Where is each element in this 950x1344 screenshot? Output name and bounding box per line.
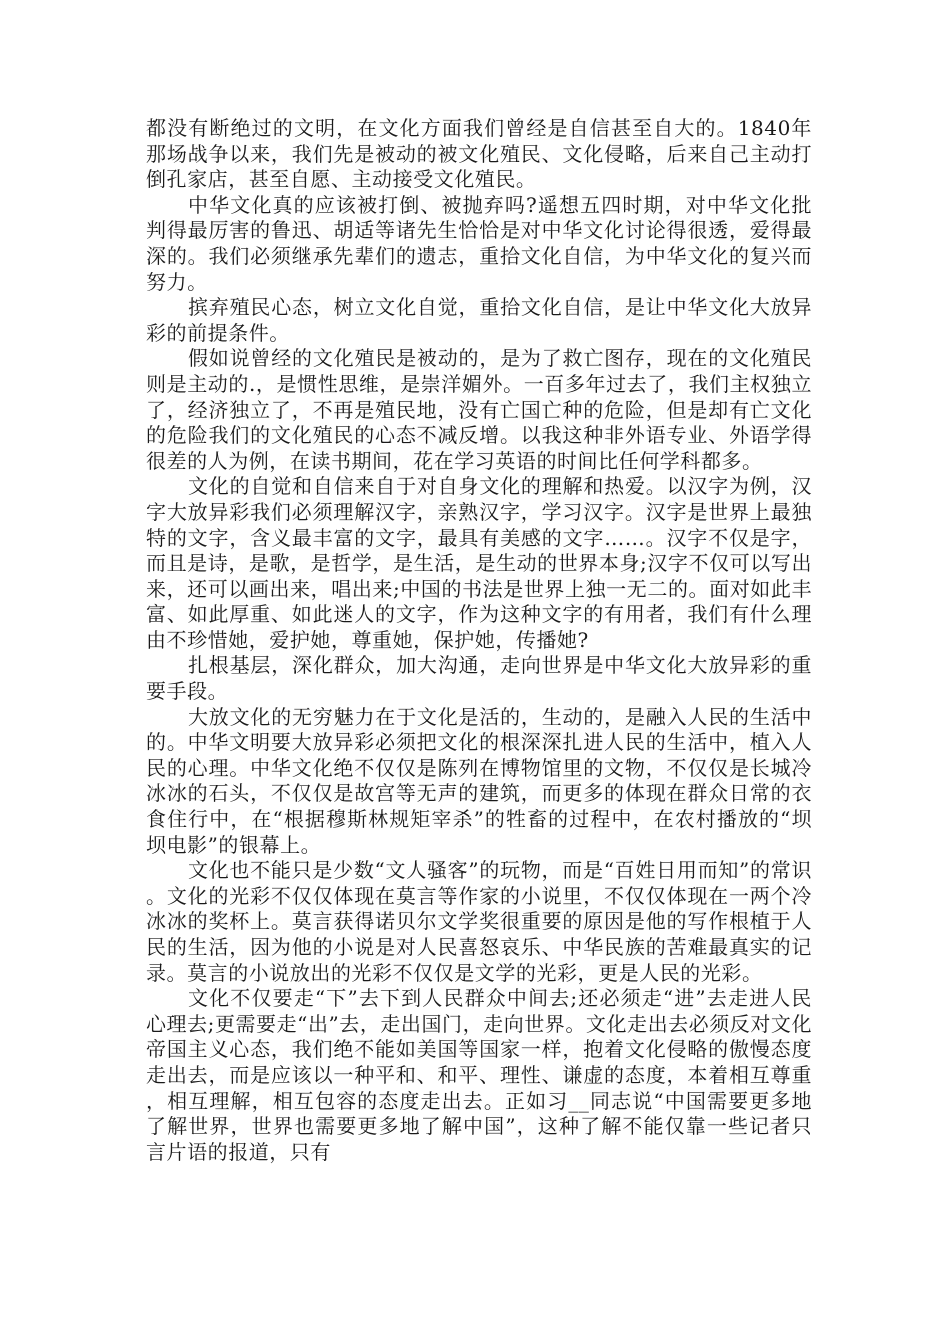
paragraph-7: 大放文化的无穷魅力在于文化是活的，生动的，是融入人民的生活中的。中华文明要大放异彩必须把文化的根深深扎进人民的生活中，植入人民的心理。中华文化绝不仅仅是陈列在博物馆里的文物，不仅仅是长城冷冰冰的石头，不仅仅是故宫等无声的建筑，而更多的体现在群众日常的衣食住行中，在“根据穆斯林规矩宰杀”的牲畜的过程中，在农村播放的“坝坝电影”的银幕上。: [146, 704, 812, 857]
paragraph-4: 假如说曾经的文化殖民是被动的，是为了救亡图存，现在的文化殖民则是主动的.，是惯性思维，是崇洋媚外。一百多年过去了，我们主权独立了，经济独立了，不再是殖民地，没有亡国亡种的危险，但是却有亡文化的危险我们的文化殖民的心态不减反增。以我这种非外语专业、外语学得很差的人为例，在读书期间，花在学习英语的时间比任何学科都多。: [146, 346, 812, 473]
paragraph-6: 扎根基层，深化群众，加大沟通，走向世界是中华文化大放异彩的重要手段。: [146, 653, 812, 704]
paragraph-1: 都没有断绝过的文明，在文化方面我们曾经是自信甚至自大的。1840年那场战争以来，我们先是被动的被文化殖民、文化侵略，后来自己主动打倒孔家店，甚至自愿、主动接受文化殖民。: [146, 116, 812, 192]
paragraph-9: 文化不仅要走“下”去下到人民群众中间去;还必须走“进”去走进人民心理去;更需要走“出”去，走出国门，走向世界。文化走出去必须反对文化帝国主义心态，我们绝不能如美国等国家一样，抱着文化侵略的傲慢态度走出去，而是应该以一种平和、和平、理性、谦虚的态度，本着相互尊重，相互理解，相互包容的态度走出去。正如习__同志说“中国需要更多地了解世界，世界也需要更多地了解中国”，这种了解不能仅靠一些记者只言片语的报道，只有: [146, 986, 812, 1164]
paragraph-2: 中华文化真的应该被打倒、被抛弃吗?遥想五四时期，对中华文化批判得最厉害的鲁迅、胡适等诸先生恰恰是对中华文化讨论得很透，爱得最深的。我们必须继承先辈们的遗志，重拾文化自信，为中华文化的复兴而努力。: [146, 192, 812, 294]
paragraph-5: 文化的自觉和自信来自于对自身文化的理解和热爱。以汉字为例，汉字大放异彩我们必须理解汉字，亲熟汉字，学习汉字。汉字是世界上最独特的文字，含义最丰富的文字，最具有美感的文字……。汉字不仅是字，而且是诗，是歌，是哲学，是生活，是生动的世界本身;汉字不仅可以写出来，还可以画出来，唱出来;中国的书法是世界上独一无二的。面对如此丰富、如此厚重、如此迷人的文字，作为这种文字的有用者，我们有什么理由不珍惜她，爱护她，尊重她，保护她，传播她?: [146, 474, 812, 652]
paragraph-3: 摈弃殖民心态，树立文化自觉，重拾文化自信，是让中华文化大放异彩的前提条件。: [146, 295, 812, 345]
document-page: [146, 116, 812, 1165]
paragraph-8: 文化也不能只是少数“文人骚客”的玩物，而是“百姓日用而知”的常识。文化的光彩不仅仅体现在莫言等作家的小说里，不仅仅体现在一两个冷冰冰的奖杯上。莫言获得诺贝尔文学奖很重要的原因是他的写作根植于人民的生活，因为他的小说是对人民喜怒哀乐、中华民族的苦难最真实的记录。莫言的小说放出的光彩不仅仅是文学的光彩，更是人民的光彩。: [146, 858, 812, 985]
